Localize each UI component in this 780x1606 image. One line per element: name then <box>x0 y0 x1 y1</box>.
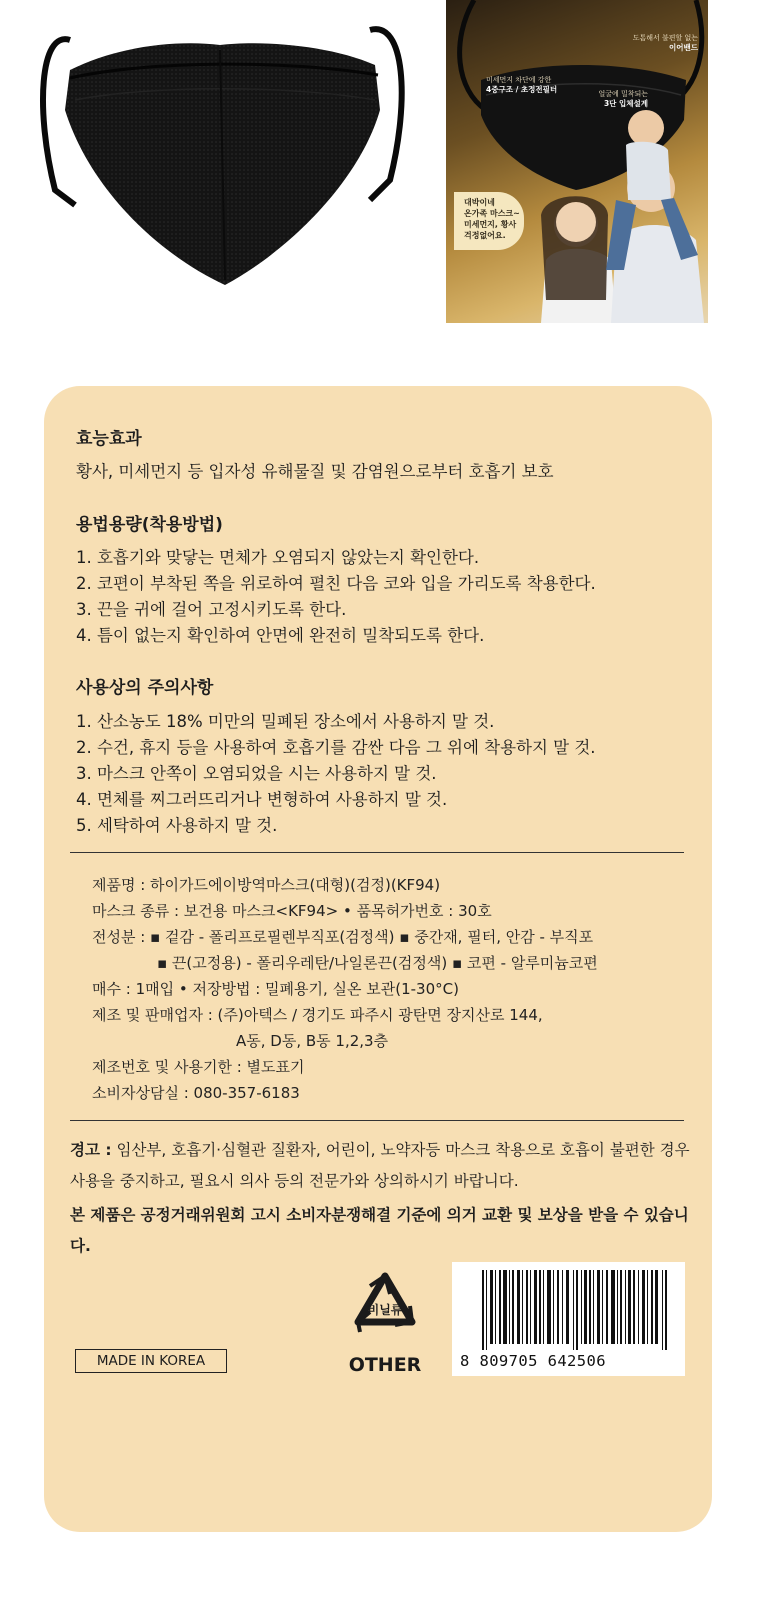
mask-product-image <box>30 0 410 300</box>
package-label-earband: 도톰해서 불편할 없는 이어밴드 <box>632 34 698 52</box>
precaution-item: 4. 면체를 찌그러뜨리거나 변형하여 사용하지 말 것. <box>76 790 448 809</box>
recycle-inner-label: 비닐류 <box>367 1303 403 1317</box>
precaution-item: 1. 산소농도 18% 미만의 밀폐된 장소에서 사용하지 말 것. <box>76 712 495 731</box>
spec-consumer-center: 소비자상담실 : 080-357-6183 <box>92 1084 300 1102</box>
usage-step: 2. 코편이 부착된 쪽을 위로하여 펼친 다음 코와 입을 가리도록 착용한다. <box>76 574 596 593</box>
precaution-item: 5. 세탁하여 사용하지 말 것. <box>76 816 278 835</box>
spec-mask-type: 마스크 종류 : 보건용 마스크<KF94> • 품목허가번호 : 30호 <box>92 902 492 920</box>
package-label-design: 얼굴에 밀착되는 3단 입체설계 <box>598 90 648 108</box>
package-label-filter: 미세먼지 차단에 강한 4중구조 / 초정전필터 <box>486 76 558 94</box>
spec-product-name: 제품명 : 하이가드에이방역마스크(대형)(검정)(KF94) <box>92 876 441 894</box>
section-divider <box>70 852 684 853</box>
spec-manufacturer: 제조 및 판매업자 : (주)아텍스 / 경기도 파주시 광탄면 장지산로 144, <box>92 1006 543 1024</box>
spec-lot-expiry: 제조번호 및 사용기한 : 별도표기 <box>92 1058 305 1076</box>
usage-step: 4. 틈이 없는지 확인하여 안면에 완전히 밀착되도록 한다. <box>76 626 485 645</box>
precaution-item: 2. 수건, 휴지 등을 사용하여 호흡기를 감싼 다음 그 위에 착용하지 말 것. <box>76 738 596 757</box>
warning-text: 경고 : 임산부, 호흡기·심혈관 질환자, 어린이, 노약자등 마스크 착용으로 호흡이 불편한 경우 사용을 중지하고, 필요시 의사 등의 전문가와 상의하시기 바랍니다. <box>70 1141 690 1190</box>
spec-quantity-storage: 매수 : 1매입 • 저장방법 : 밀폐용기, 실온 보관(1-30°C) <box>92 980 459 998</box>
barcode <box>452 1262 685 1376</box>
barcode-bars <box>482 1270 672 1350</box>
section-divider <box>70 1120 684 1121</box>
usage-heading: 용법용량(착용방법) <box>76 515 223 535</box>
recycle-mark <box>340 1270 430 1378</box>
package-image <box>446 0 708 323</box>
precautions-heading: 사용상의 주의사항 <box>76 678 214 698</box>
spec-manufacturer-cont: A동, D동, B동 1,2,3층 <box>236 1032 389 1050</box>
spec-ingredients: 전성분 : ▪ 겉감 - 폴리프로필렌부직포(검정색) ▪ 중간재, 필터, 안감 - 부직포 <box>92 928 594 946</box>
recycle-other-label: OTHER <box>348 1354 422 1376</box>
usage-step: 3. 끈을 귀에 걸어 고정시키도록 한다. <box>76 600 347 619</box>
usage-step: 1. 호흡기와 맞닿는 면체가 오염되지 않았는지 확인한다. <box>76 548 480 567</box>
precaution-item: 3. 마스크 안쪽이 오염되었을 시는 사용하지 말 것. <box>76 764 437 783</box>
warning-label: 경고 : <box>70 1141 112 1159</box>
efficacy-text: 황사, 미세먼지 등 입자성 유해물질 및 감염원으로부터 호흡기 보호 <box>76 462 554 481</box>
efficacy-heading: 효능효과 <box>76 429 142 449</box>
barcode-number: 8 809705 642506 <box>460 1352 606 1370</box>
compensation-notice: 본 제품은 공정거래위원회 고시 소비자분쟁해결 기준에 의거 교환 및 보상을 받을 수 있습니다. <box>70 1206 689 1255</box>
package-speech-bubble: 대박이네 온가족 마스크~ 미세먼지, 황사 걱정없어요. <box>454 192 524 250</box>
spec-ingredients-cont: ▪ 끈(고정용) - 폴리우레탄/나일론끈(검정색) ▪ 코편 - 알루미늄코편 <box>157 954 598 972</box>
made-in-korea-label: MADE IN KOREA <box>75 1349 227 1373</box>
